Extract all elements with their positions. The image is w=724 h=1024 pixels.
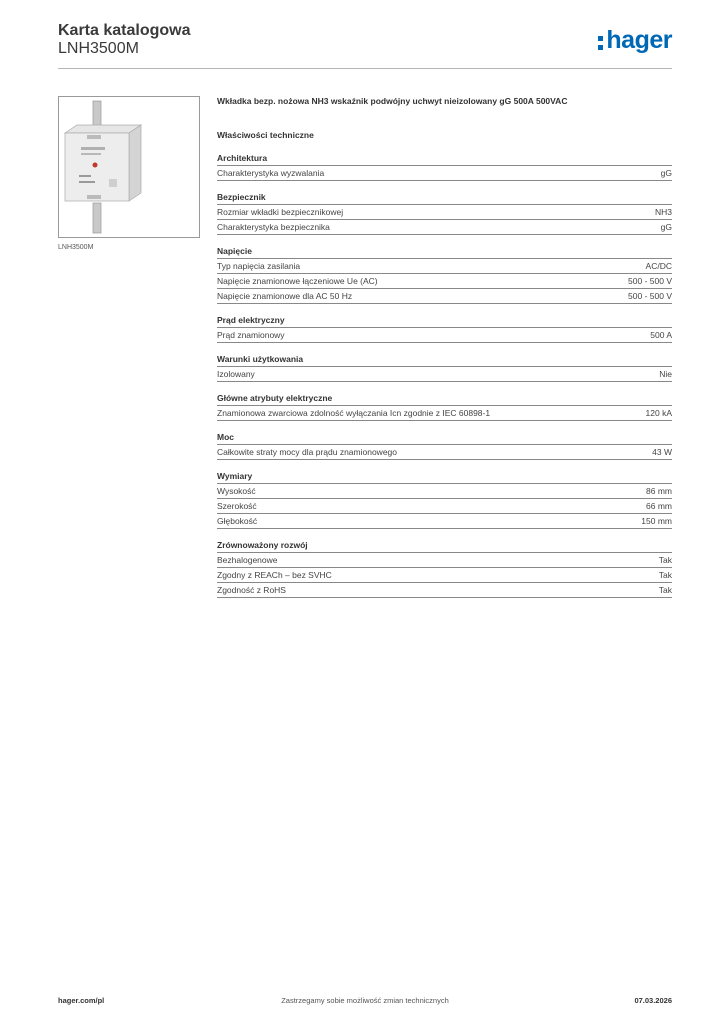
- spec-label: Wysokość: [217, 486, 256, 496]
- spec-row: [217, 259, 672, 274]
- spec-label: Zgodność z RoHS: [217, 585, 286, 595]
- spec-section: [217, 245, 672, 304]
- spec-value: 150 mm: [641, 516, 672, 526]
- spec-value: 500 - 500 V: [628, 291, 672, 301]
- spec-section: [217, 314, 672, 343]
- spec-section: [217, 470, 672, 529]
- document-title: Karta katalogowa: [58, 22, 191, 39]
- section-title: Architektura: [217, 152, 672, 166]
- spec-value: NH3: [654, 207, 672, 217]
- spec-label: Napięcie znamionowe łączeniowe Ue (AC): [217, 276, 378, 286]
- section-title: Bezpiecznik: [217, 191, 672, 205]
- footer-website: hager.com/pl: [58, 996, 105, 1005]
- spec-value: 66 mm: [646, 501, 672, 511]
- section-title: Główne atrybuty elektryczne: [217, 392, 672, 406]
- spec-section: [217, 152, 672, 181]
- spec-value: 86 mm: [646, 486, 672, 496]
- spec-label: Bezhalogenowe: [217, 555, 278, 565]
- spec-row: [217, 514, 672, 529]
- page-footer: [58, 996, 672, 1010]
- spec-value: 120 kA: [645, 408, 672, 418]
- spec-row: [217, 445, 672, 460]
- spec-row: [217, 220, 672, 235]
- spec-label: Rozmiar wkładki bezpiecznikowej: [217, 207, 344, 217]
- spec-section: [217, 431, 672, 460]
- spec-label: Charakterystyka wyzwalania: [217, 168, 325, 178]
- spec-value: Nie: [659, 369, 672, 379]
- spec-section: [217, 392, 672, 421]
- spec-row: [217, 553, 672, 568]
- section-title: Zrównoważony rozwój: [217, 539, 672, 553]
- spec-row: [217, 328, 672, 343]
- spec-label: Znamionowa zwarciowa zdolność wyłączania Icn zgodnie z IEC 60898-1: [217, 408, 491, 418]
- spec-row: [217, 406, 672, 421]
- spec-label: Prąd znamionowy: [217, 330, 285, 340]
- spec-section: [217, 539, 672, 598]
- spec-label: Izolowany: [217, 369, 255, 379]
- product-code: LNH3500M: [58, 40, 139, 57]
- spec-section: [217, 353, 672, 382]
- page-header: [58, 20, 672, 70]
- section-title: Moc: [217, 431, 672, 445]
- spec-value: Tak: [658, 555, 672, 565]
- spec-section: [217, 191, 672, 235]
- spec-row: [217, 289, 672, 304]
- header-divider: [58, 68, 672, 69]
- spec-row: [217, 484, 672, 499]
- spec-value: AC/DC: [645, 261, 672, 271]
- section-title: Napięcie: [217, 245, 672, 259]
- image-caption: LNH3500M: [58, 244, 94, 251]
- hager-logo: [598, 26, 672, 54]
- spec-label: Szerokość: [217, 501, 257, 511]
- logo-dots-icon: [598, 36, 603, 50]
- spec-row: [217, 499, 672, 514]
- section-title: Warunki użytkowania: [217, 353, 672, 367]
- spec-value: gG: [660, 222, 672, 232]
- spec-row: [217, 568, 672, 583]
- spec-label: Napięcie znamionowe dla AC 50 Hz: [217, 291, 353, 301]
- logo-text: hager: [606, 25, 672, 54]
- spec-label: Charakterystyka bezpiecznika: [217, 222, 330, 232]
- product-description: Wkładka bezp. nożowa NH3 wskaźnik podwójny uchwyt nieizolowany gG 500A 500VAC: [217, 96, 568, 106]
- properties-heading: Właściwości techniczne: [217, 130, 314, 140]
- footer-date: 07.03.2026: [634, 996, 672, 1005]
- product-image: [58, 96, 200, 238]
- spec-label: Zgodny z REACh – bez SVHC: [217, 570, 332, 580]
- spec-row: [217, 583, 672, 598]
- spec-value: Tak: [658, 585, 672, 595]
- spec-row: [217, 205, 672, 220]
- spec-row: [217, 166, 672, 181]
- footer-disclaimer: Zastrzegamy sobie możliwość zmian technicznych: [281, 996, 449, 1005]
- spec-row: [217, 274, 672, 289]
- spec-value: gG: [660, 168, 672, 178]
- fuse-nh3-image: [59, 97, 199, 237]
- spec-value: Tak: [658, 570, 672, 580]
- spec-content: [217, 94, 672, 598]
- spec-label: Głębokość: [217, 516, 258, 526]
- spec-row: [217, 367, 672, 382]
- spec-value: 43 W: [652, 447, 672, 457]
- spec-label: Całkowite straty mocy dla prądu znamionowego: [217, 447, 398, 457]
- spec-label: Typ napięcia zasilania: [217, 261, 301, 271]
- section-title: Prąd elektryczny: [217, 314, 672, 328]
- spec-value: 500 - 500 V: [628, 276, 672, 286]
- spec-sections: [217, 152, 672, 598]
- section-title: Wymiary: [217, 470, 672, 484]
- spec-value: 500 A: [650, 330, 672, 340]
